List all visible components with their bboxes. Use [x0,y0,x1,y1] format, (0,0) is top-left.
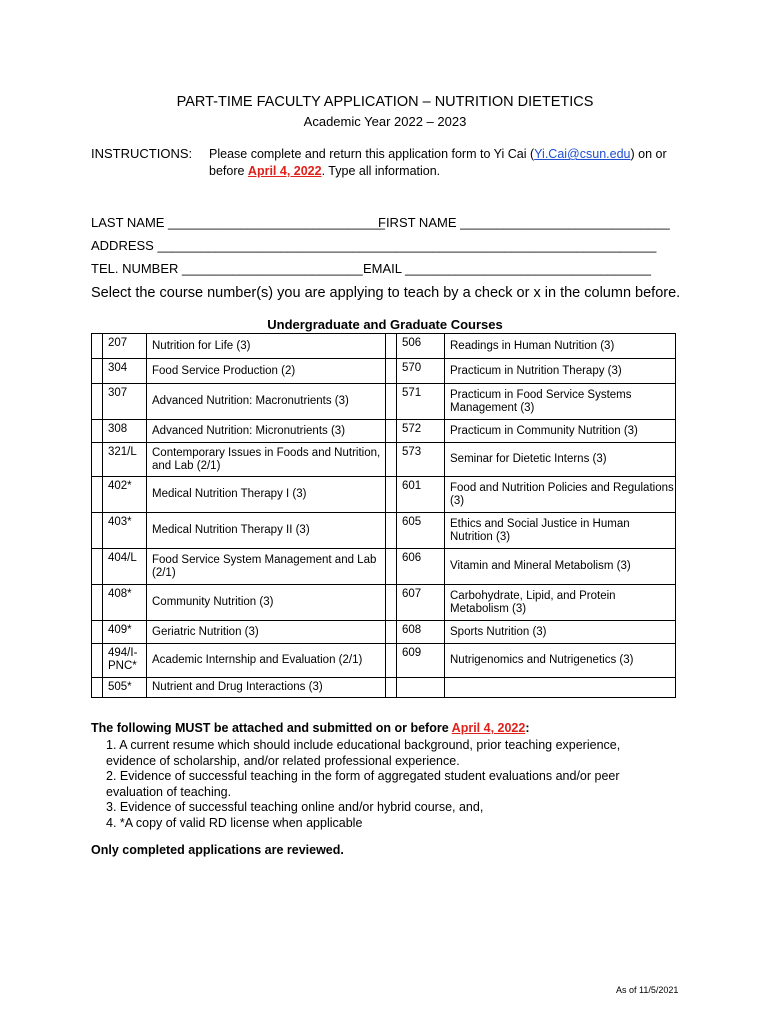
course-name: Nutrition for Life (3) [147,334,386,359]
course-number: 304 [103,359,147,384]
table-row [92,359,676,384]
must-text-before: The following MUST be attached and submitted on or before [91,721,452,735]
course-name: Medical Nutrition Therapy II (3) [147,513,386,549]
checkbox-cell[interactable] [92,585,103,621]
course-name: Sports Nutrition (3) [445,621,676,644]
course-name: Ethics and Social Justice in Human Nutrition (3) [445,513,676,549]
checkbox-cell[interactable] [386,334,397,359]
course-name: Readings in Human Nutrition (3) [445,334,676,359]
instructions-text-mid: ) on or before [209,147,667,178]
table-row [92,678,676,698]
requirement-item: 3. Evidence of successful teaching online and/or hybrid course, and, [106,800,484,814]
course-number: 609 [397,644,445,678]
tel-number-field[interactable]: TEL. NUMBER _________________________ [91,261,363,276]
course-number: 408* [103,585,147,621]
course-table [91,333,676,698]
checkbox-cell[interactable] [92,334,103,359]
checkbox-cell[interactable] [92,549,103,585]
table-row [92,443,676,477]
course-number: 605 [397,513,445,549]
course-number: 404/L [103,549,147,585]
course-number: 207 [103,334,147,359]
table-row [92,477,676,513]
course-number: 573 [397,443,445,477]
last-name-field[interactable]: LAST NAME ______________________________ [91,215,385,230]
address-field[interactable]: ADDRESS _____________________________________________________________________ [91,238,657,253]
checkbox-cell[interactable] [92,678,103,698]
checkbox-cell[interactable] [386,585,397,621]
checkbox-cell[interactable] [386,644,397,678]
course-number: 506 [397,334,445,359]
checkbox-cell[interactable] [386,420,397,443]
course-number: 402* [103,477,147,513]
table-row [92,513,676,549]
course-name: Practicum in Nutrition Therapy (3) [445,359,676,384]
table-row [92,585,676,621]
checkbox-cell[interactable] [386,359,397,384]
table-row [92,420,676,443]
course-name [445,678,676,698]
email-field[interactable]: EMAIL __________________________________ [363,261,651,276]
course-number: 307 [103,384,147,420]
course-name: Geriatric Nutrition (3) [147,621,386,644]
table-row [92,334,676,359]
course-number: 409* [103,621,147,644]
checkbox-cell[interactable] [386,549,397,585]
course-name: Advanced Nutrition: Micronutrients (3) [147,420,386,443]
course-name: Seminar for Dietetic Interns (3) [445,443,676,477]
checkbox-cell[interactable] [92,359,103,384]
deadline-date: April 4, 2022 [247,164,322,178]
checkbox-cell[interactable] [386,477,397,513]
course-number: 607 [397,585,445,621]
course-name: Nutrigenomics and Nutrigenetics (3) [445,644,676,678]
course-number: 608 [397,621,445,644]
checkbox-cell[interactable] [92,513,103,549]
checkbox-cell[interactable] [386,621,397,644]
checkbox-cell[interactable] [386,678,397,698]
instructions-text-before: Please complete and return this application form to Yi Cai ( [209,147,535,161]
course-name: Vitamin and Mineral Metabolism (3) [445,549,676,585]
table-title: Undergraduate and Graduate Courses [267,317,503,332]
course-name: Food Service System Management and Lab (2/1) [147,549,386,585]
select-instruction: Select the course number(s) you are applying to teach by a check or x in the column before. [91,285,681,301]
table-row [92,621,676,644]
course-number: 571 [397,384,445,420]
first-name-field[interactable]: FIRST NAME _____________________________ [378,215,670,230]
course-number: 494/I-PNC* [103,644,147,678]
instructions-label: INSTRUCTIONS: [91,146,193,161]
checkbox-cell[interactable] [386,443,397,477]
requirements-list [106,738,666,831]
course-number: 505* [103,678,147,698]
course-name: Carbohydrate, Lipid, and Protein Metabolism (3) [445,585,676,621]
checkbox-cell[interactable] [92,644,103,678]
academic-year: Academic Year 2022 – 2023 [303,114,467,129]
course-number: 572 [397,420,445,443]
course-name: Nutrient and Drug Interactions (3) [147,678,386,698]
as-of-date: As of 11/5/2021 [616,985,679,995]
checkbox-cell[interactable] [386,513,397,549]
must-attach-heading [91,721,530,735]
requirement-item: 1. A current resume which should include educational background, prior teaching experience, evidence of scholarship, and/or related professional experience. [106,738,621,768]
checkbox-cell[interactable] [92,420,103,443]
course-name: Food Service Production (2) [147,359,386,384]
course-name: Contemporary Issues in Foods and Nutrition, and Lab (2/1) [147,443,386,477]
page-title: PART-TIME FACULTY APPLICATION – NUTRITION DIETETICS [176,94,594,110]
email-link[interactable]: Yi.Cai@csun.edu [534,147,631,161]
course-name: Practicum in Community Nutrition (3) [445,420,676,443]
course-name: Food and Nutrition Policies and Regulations (3) [445,477,676,513]
course-name: Medical Nutrition Therapy I (3) [147,477,386,513]
course-number: 321/L [103,443,147,477]
course-number: 570 [397,359,445,384]
table-row [92,644,676,678]
instructions-text [209,146,679,180]
course-name: Practicum in Food Service Systems Management (3) [445,384,676,420]
course-number: 606 [397,549,445,585]
course-table-body [92,334,676,698]
checkbox-cell[interactable] [92,477,103,513]
must-text-after: : [525,721,530,735]
checkbox-cell[interactable] [92,443,103,477]
must-deadline: April 4, 2022 [451,721,526,735]
requirement-item: 4. *A copy of valid RD license when applicable [106,815,363,830]
course-number: 308 [103,420,147,443]
course-number: 601 [397,477,445,513]
course-name: Academic Internship and Evaluation (2/1) [147,644,386,678]
course-name: Community Nutrition (3) [147,585,386,621]
course-number: 403* [103,513,147,549]
only-completed-note: Only completed applications are reviewed. [91,843,344,857]
table-row [92,549,676,585]
instructions-text-after: . Type all information. [321,164,441,178]
checkbox-cell[interactable] [92,621,103,644]
course-name: Advanced Nutrition: Macronutrients (3) [147,384,386,420]
checkbox-cell[interactable] [92,384,103,420]
checkbox-cell[interactable] [386,384,397,420]
course-number [397,678,445,698]
requirement-item: 2. Evidence of successful teaching in the form of aggregated student evaluations and/or peer evaluation of teaching. [106,769,620,799]
table-row [92,384,676,420]
